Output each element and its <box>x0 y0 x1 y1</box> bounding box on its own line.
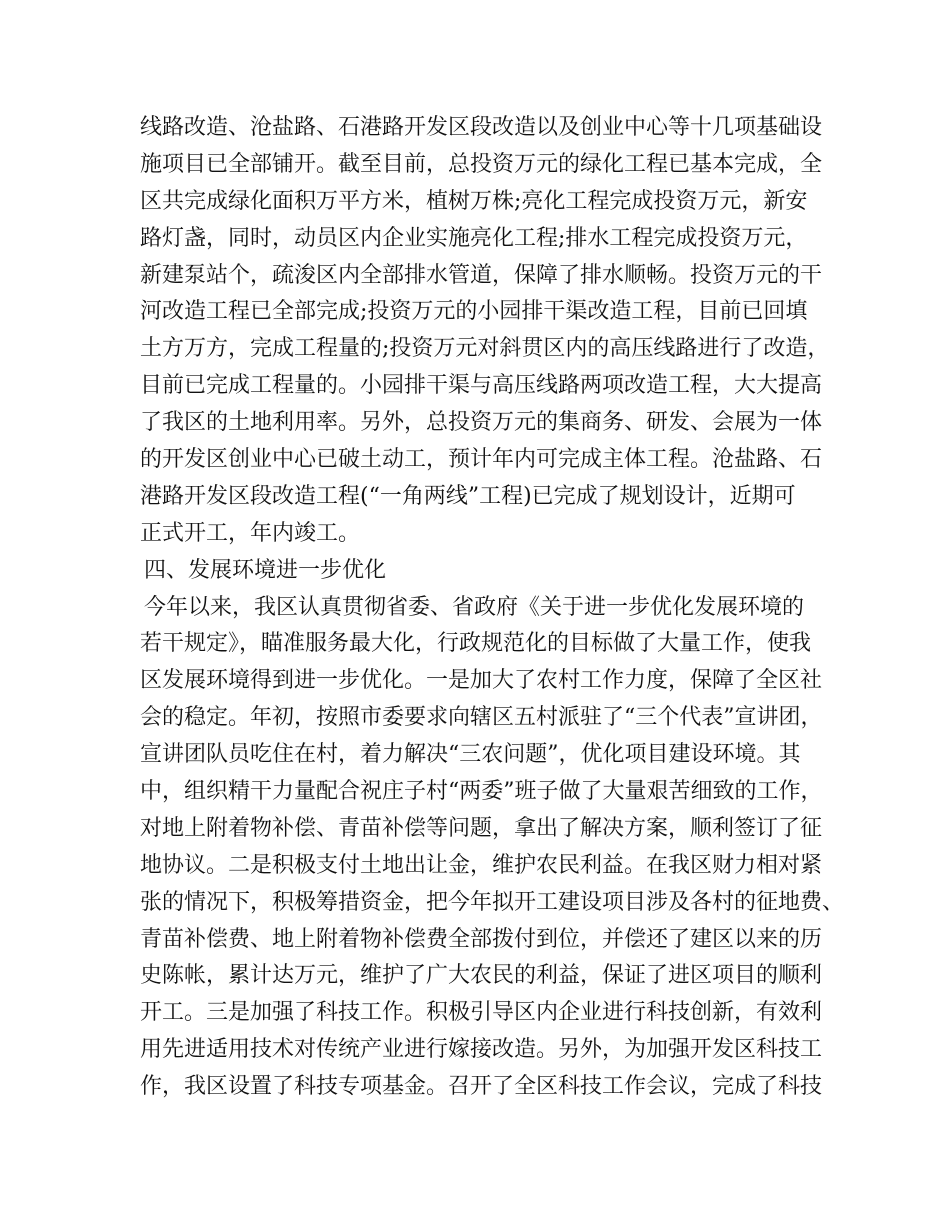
section-heading: 四、发展环境进一步优化 <box>144 557 387 583</box>
text-line: 用先进适用技术对传统产业进行嫁接改造。另外，为加强开发区科技工 <box>140 1037 823 1063</box>
text-line: 对地上附着物补偿、青苗补偿等问题，拿出了解决方案，顺利签订了征 <box>140 815 823 841</box>
text-line: 青苗补偿费、地上附着物补偿费全部拨付到位，并偿还了建区以来的历 <box>140 926 823 952</box>
text-line: 施项目已全部铺开。截至目前，总投资万元的绿化工程已基本完成，全 <box>140 151 823 177</box>
text-line: 张的情况下，积极筹措资金，把今年拟开工建设项目涉及各村的征地费、 <box>140 889 845 915</box>
text-line: 宣讲团队员吃住在村，着力解决“三农问题”，优化项目建设环境。其 <box>140 742 801 768</box>
text-line: 河改造工程已全部完成;投资万元的小园排干渠改造工程，目前已回填 <box>140 299 808 325</box>
text-line: 的开发区创业中心已破土动工，预计年内可完成主体工程。沧盐路、石 <box>140 447 823 473</box>
text-line: 地协议。二是积极支付土地出让金，维护农民利益。在我区财力相对紧 <box>140 852 823 878</box>
text-line: 目前已完成工程量的。小园排干渠与高压线路两项改造工程，大大提高 <box>140 373 823 399</box>
text-line: 作，我区设置了科技专项基金。召开了全区科技工作会议，完成了科技 <box>140 1074 823 1100</box>
text-line: 史陈帐，累计达万元，维护了广大农民的利益，保证了进区项目的顺利 <box>140 963 823 989</box>
text-line: 路灯盏，同时，动员区内企业实施亮化工程;排水工程完成投资万元， <box>140 225 808 251</box>
text-line: 区发展环境得到进一步优化。一是加大了农村工作力度，保障了全区社 <box>140 668 823 694</box>
text-line: 若干规定》，瞄准服务最大化，行政规范化的目标做了大量工作，使我 <box>140 631 812 657</box>
text-line: 开工。三是加强了科技工作。积极引导区内企业进行科技创新，有效利 <box>140 1000 823 1026</box>
text-line: 中，组织精干力量配合祝庄子村“两委”班子做了大量艰苦细致的工作， <box>140 779 823 805</box>
text-line: 港路开发区段改造工程(“一角两线”工程)已完成了规划设计，近期可 <box>140 483 796 509</box>
text-line: 新建泵站个，疏浚区内全部排水管道，保障了排水顺畅。投资万元的干 <box>140 262 823 288</box>
paragraph-start: 今年以来，我区认真贯彻省委、省政府《关于进一步优化发展环境的 <box>144 594 805 620</box>
text-line: 会的稳定。年初，按照市委要求向辖区五村派驻了“三个代表”宣讲团， <box>140 705 823 731</box>
text-line: 区共完成绿化面积万平方米，植树万株;亮化工程完成投资万元，新安 <box>140 188 808 214</box>
body-text <box>140 110 845 1106</box>
text-line: 了我区的土地利用率。另外，总投资万元的集商务、研发、会展为一体 <box>140 410 823 436</box>
text-line: 线路改造、沧盐路、石港路开发区段改造以及创业中心等十几项基础设 <box>140 115 823 140</box>
text-line: 正式开工，年内竣工。 <box>140 520 361 546</box>
text-line: 土方万方，完成工程量的;投资万元对斜贯区内的高压线路进行了改造， <box>140 336 830 362</box>
